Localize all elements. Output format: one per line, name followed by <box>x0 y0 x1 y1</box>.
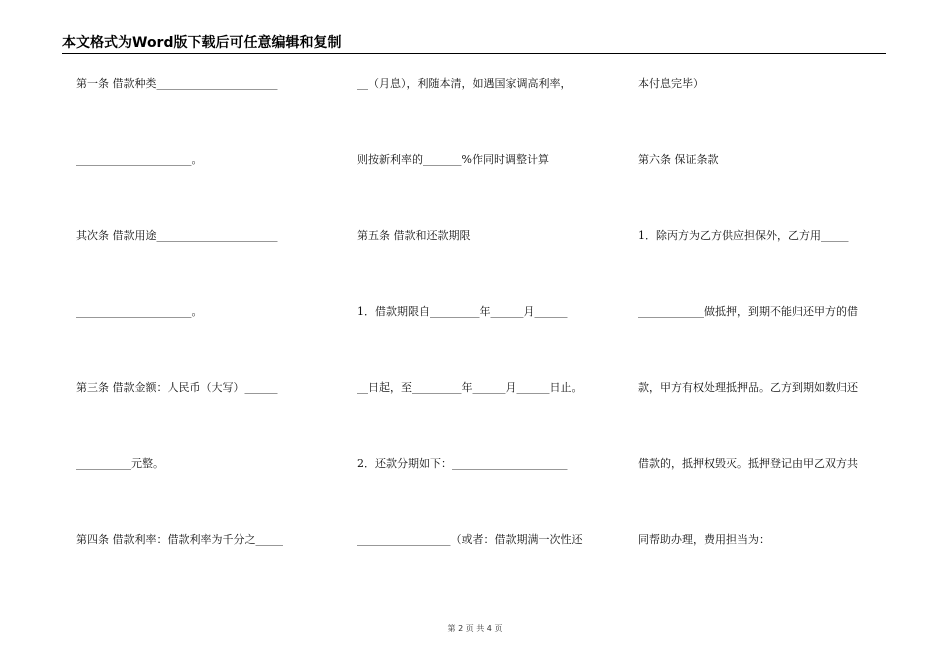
text-line: 借款的，抵押权毁灭。抵押登记由甲乙双方共 <box>638 457 858 470</box>
text-line: 其次条 借款用途______________________ <box>76 229 278 242</box>
text-line: 第五条 借款和还款期限 <box>357 229 471 242</box>
text-line: __________元整。 <box>76 457 164 470</box>
page-number: 第 2 页 共 4 页 <box>447 624 503 633</box>
text-line: 款，甲方有权处理抵押品。乙方到期如数归还 <box>638 381 858 394</box>
text-line: __（月息），利随本清，如遇国家调高利率， <box>357 77 572 90</box>
text-line: 第四条 借款利率：借款利率为千分之_____ <box>76 533 283 546</box>
text-line: 1．除丙方为乙方供应担保外，乙方用_____ <box>638 229 849 242</box>
text-line: 2．还款分期如下：_____________________ <box>357 457 568 470</box>
text-line: 第一条 借款种类______________________ <box>76 77 278 90</box>
text-line: _____________________。 <box>76 305 203 318</box>
text-line: __日起，至_________年______月______日止。 <box>357 381 583 394</box>
text-line: _____________________。 <box>76 153 203 166</box>
text-line: 第三条 借款金额：人民币（大写）______ <box>76 381 278 394</box>
header-divider <box>62 53 886 54</box>
text-line: 本付息完毕） <box>638 77 704 90</box>
document-header-title: 本文格式为Word版下载后可任意编辑和复制 <box>62 35 342 51</box>
text-line: ____________做抵押，到期不能归还甲方的借 <box>638 305 858 318</box>
text-line: 则按新利率的_______%作同时调整计算 <box>357 153 549 166</box>
text-line: 第六条 保证条款 <box>638 153 719 166</box>
text-line: _________________（或者：借款期满一次性还 <box>357 533 583 546</box>
text-line: 1．借款期限自_________年______月______ <box>357 305 568 318</box>
text-line: 同帮助办理，费用担当为： <box>638 533 770 546</box>
